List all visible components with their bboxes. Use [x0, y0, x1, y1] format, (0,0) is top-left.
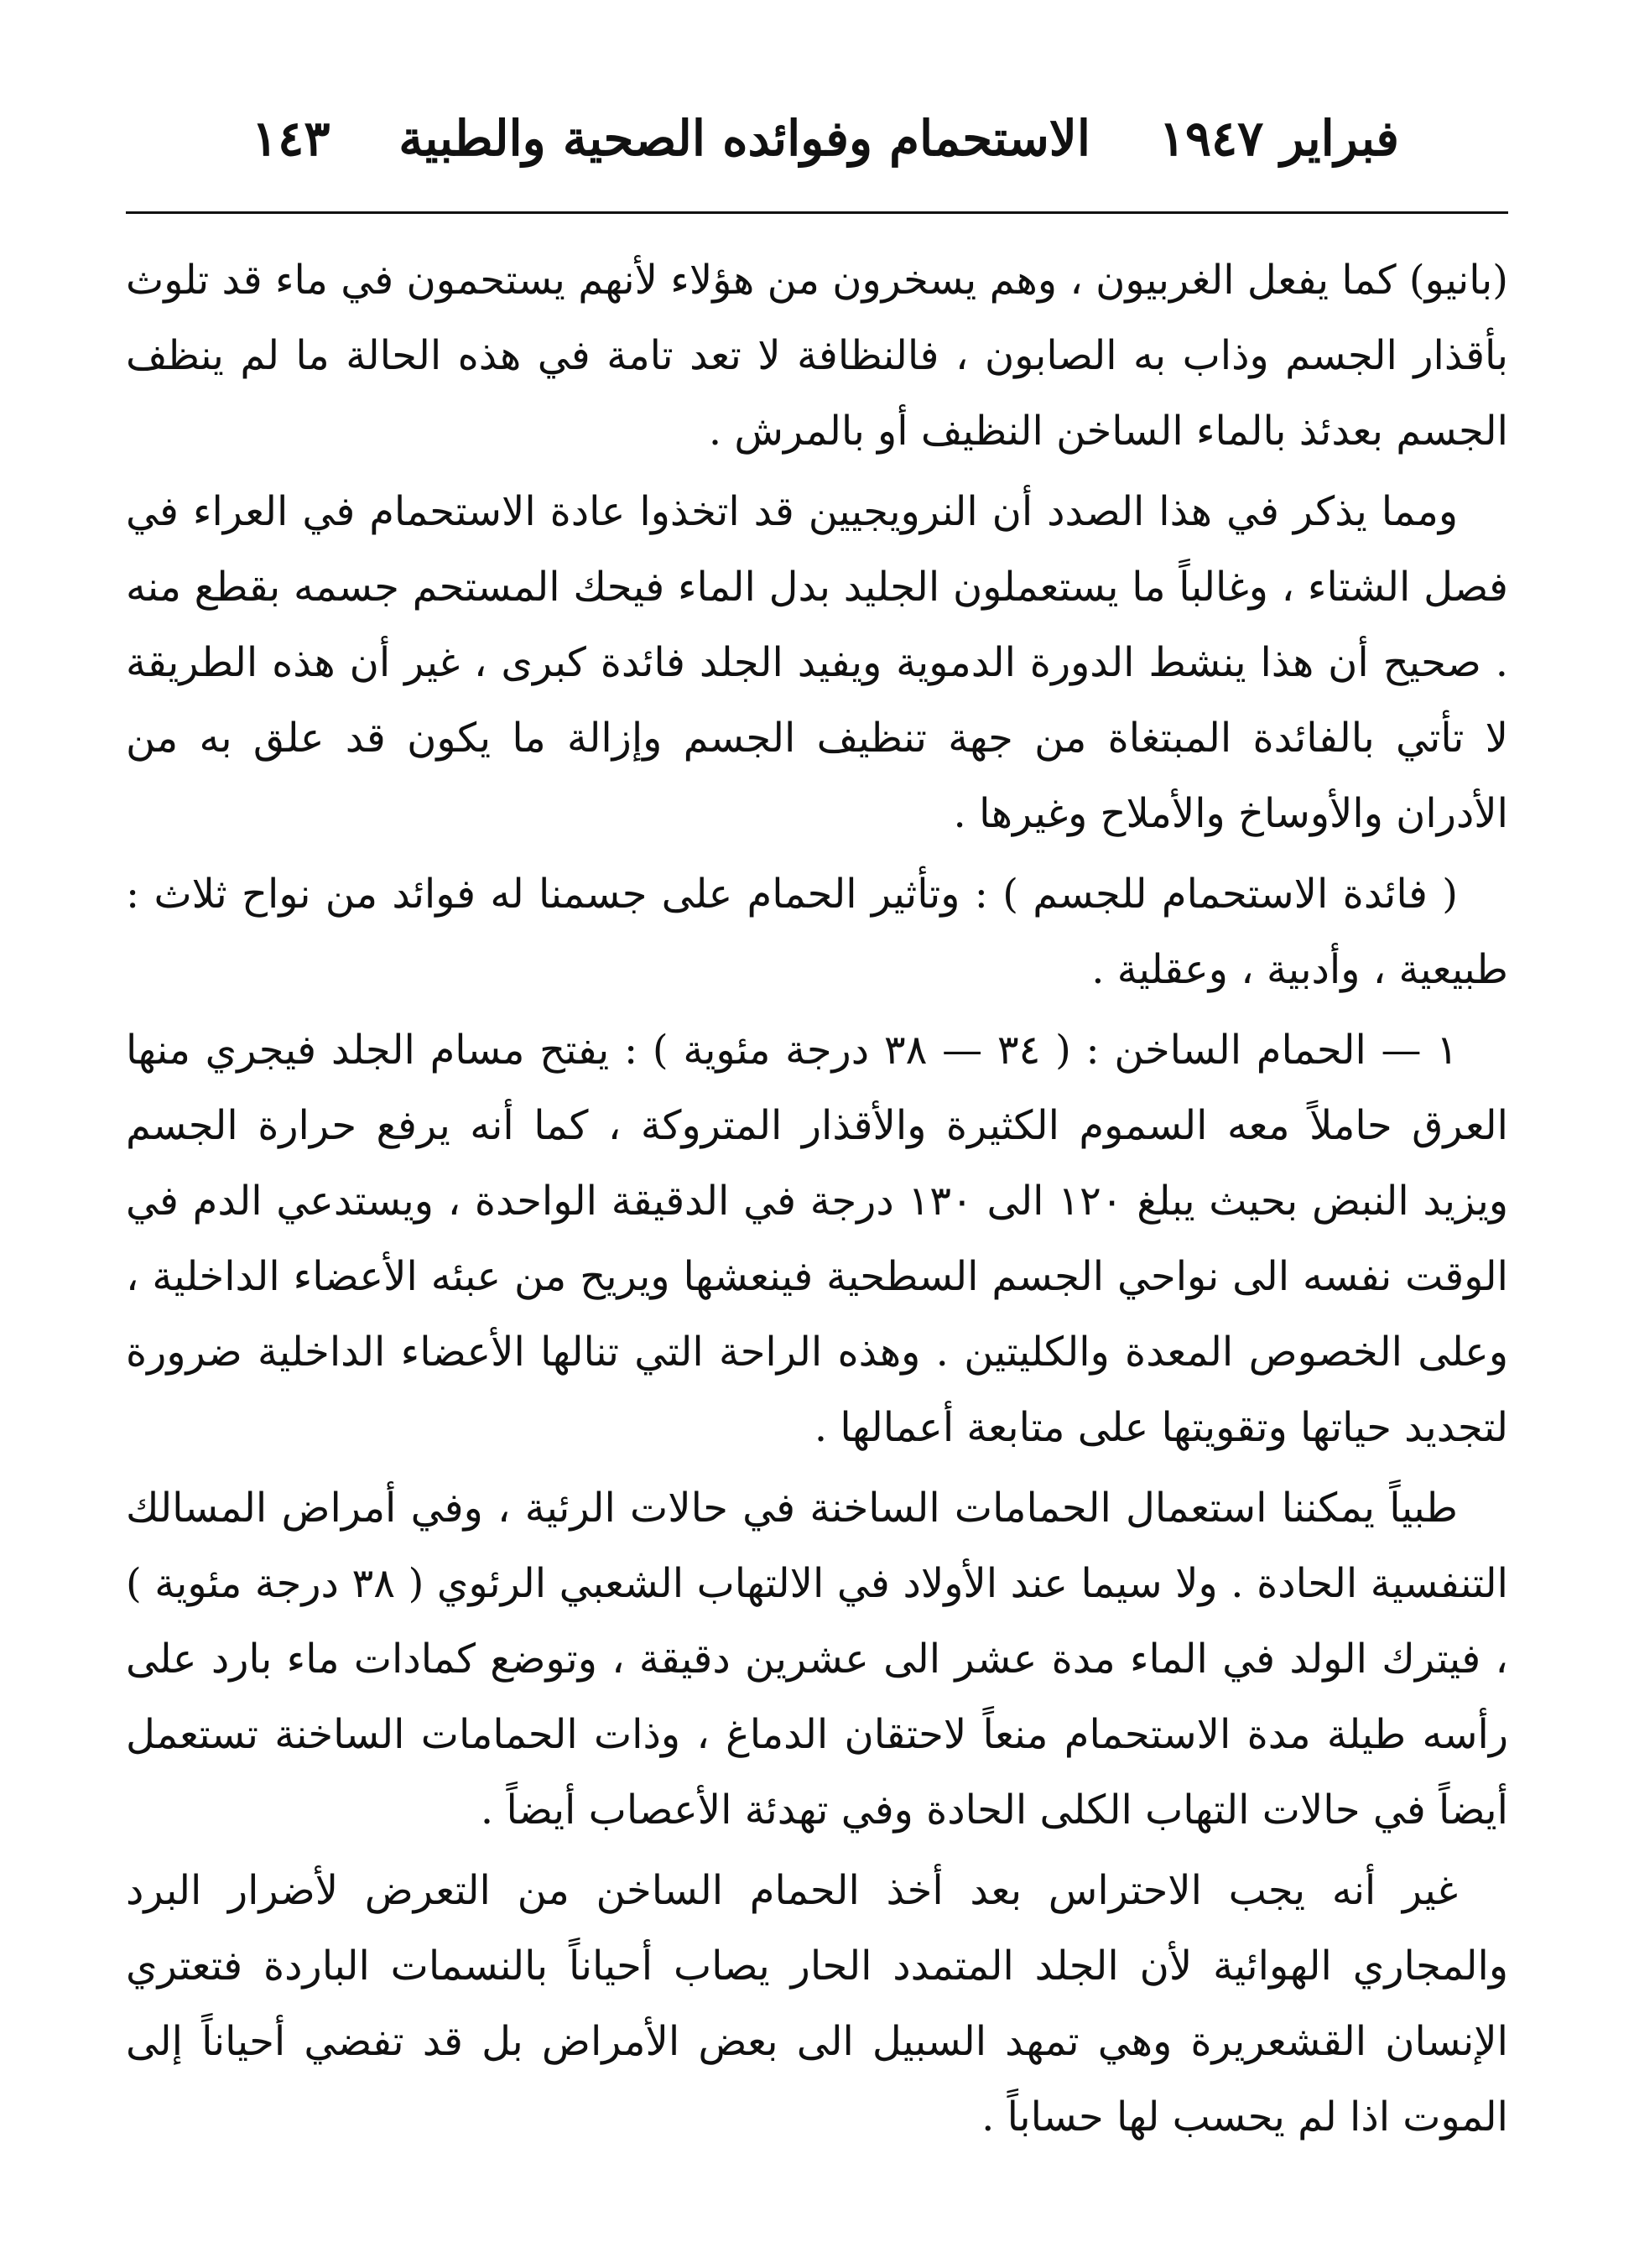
paragraph-3: ( فائدة الاستحمام للجسم ) : وتأثير الحمام على جسمنا له فوائد من نواح ثلاث : طبيعية ، وأدبية ، وعقلية .: [126, 871, 1508, 993]
paragraph-4: ١ — الحمام الساخن : ( ٣٤ — ٣٨ درجة مئوية ) : يفتح مسام الجلد فيجري منها العرق حاملاً معه السموم الكثيرة والأقذار المتروكة ، كما أنه يرفع حرارة الجسم ويزيد النبض بحيث يبلغ ١٢٠ الى ١٣٠ درجة في الدقيقة الواحدة ، ويستدعي الدم في الوقت نفسه الى نواحي الجسم السطحية فينعشها ويريح من عبئه الأعضاء الداخلية ، وعلى الخصوص المعدة والكليتين . وهذه الراحة التي تنالها الأعضاء الداخلية ضرورة لتجديد حياتها وتقويتها على متابعة أعمالها .: [126, 1027, 1509, 1451]
paragraph-1: (بانيو) كما يفعل الغربيون ، وهم يسخرون من هؤلاء لأنهم يستحمون في ماء قد تلوث بأقذار الجسم وذاب به الصابون ، فالنظافة لا تعد تامة في هذه الحالة ما لم ينظف الجسم بعدئذ بالماء الساخن النظيف أو بالمرش .: [126, 257, 1508, 455]
paragraph-5: طبياً يمكننا استعمال الحمامات الساخنة في حالات الرئية ، وفي أمراض المسالك التنفسية الحادة . ولا سيما عند الأولاد في الالتهاب الشعبي الرئوي ( ٣٨ درجة مئوية ) ، فيترك الولد في الماء مدة عشر الى عشرين دقيقة ، وتوضع كمادات ماء بارد على رأسه طيلة مدة الاستحمام منعاً لاحتقان الدماغ ، وذات الحمامات الساخنة تستعمل أيضاً في حالات التهاب الكلى الحادة وفي تهدئة الأعصاب أيضاً .: [126, 1485, 1509, 1834]
paragraph-6: غير أنه يجب الاحتراس بعد أخذ الحمام الساخن من التعرض لأضرار البرد والمجاري الهوائية لأن الجلد المتمدد الحار يصاب أحياناً بالنسمات الباردة فتعتري الإنسان القشعريرة وهي تمهد السبيل الى بعض الأمراض بل قد تفضي أحياناً إلى الموت اذا لم يحسب لها حساباً .: [126, 1867, 1508, 2141]
header-divider: [126, 211, 1508, 214]
paragraph-2: ومما يذكر في هذا الصدد أن النرويجيين قد اتخذوا عادة الاستحمام في العراء في فصل الشتاء ، وغالباً ما يستعملون الجليد بدل الماء فيحك المستحم جسمه بقطع منه . صحيح أن هذا ينشط الدورة الدموية ويفيد الجلد فائدة كبرى ، غير أن هذه الطريقة لا تأتي بالفائدة المبتغاة من جهة تنظيف الجسم وإزالة ما يكون قد علق به من الأدران والأوساخ والأملاح وغيرها .: [126, 488, 1508, 837]
page-header: [126, 101, 1508, 176]
page-number: ١٤٣: [252, 110, 330, 167]
header-date: فبراير ١٩٤٧: [1158, 110, 1399, 167]
article-body: [126, 242, 1508, 2155]
header-title: الاستحمام وفوائده الصحية والطبية: [398, 110, 1090, 167]
